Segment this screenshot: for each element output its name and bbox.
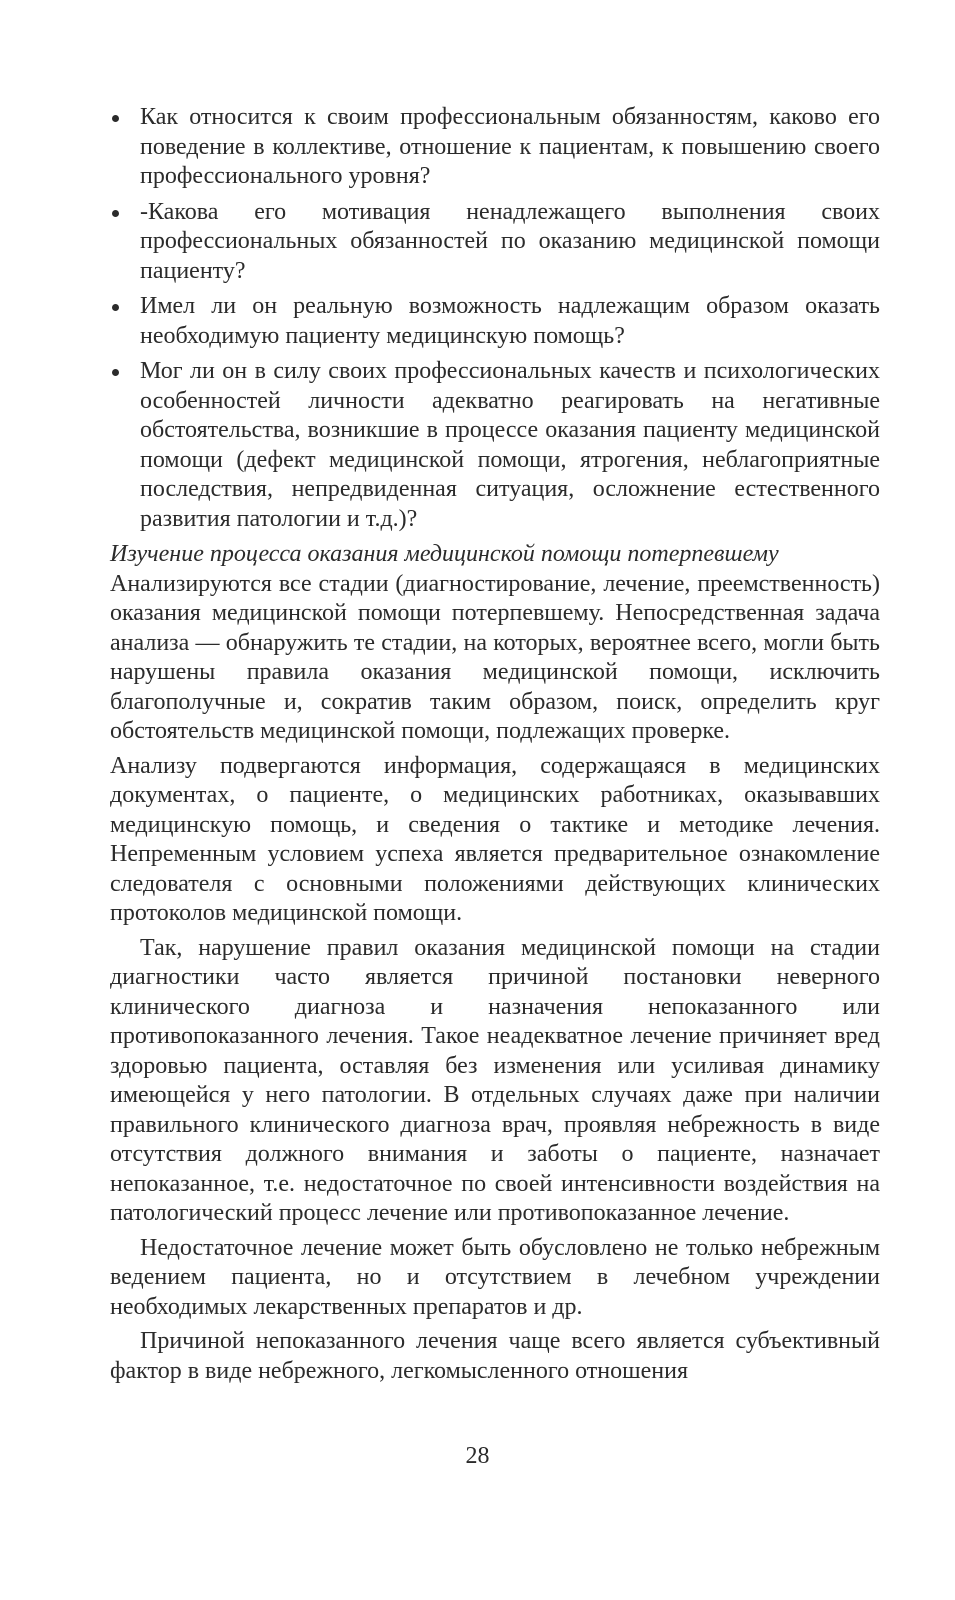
list-item: [110, 103, 880, 192]
list-item: [110, 292, 880, 351]
paragraph: Так, нарушение правил оказания медицинской помощи на стадии диагностики часто является причиной постановки неверного клинического диагноза и назначения непоказанного или противопоказанного лечения. Такое неадекватное лечение причиняет вред здоровью пациента, оставляя без изменения или усиливая динамику имеющейся у него патологии. В отдельных случаях даже при наличии правильного клинического диагноза врач, проявляя небрежность в виде отсутствия должного внимания и заботы о пациенте, назначает непоказанное, т.е. недостаточное по своей интенсивности воздействия на патологический процесс лечение или противопоказанное лечение.: [110, 934, 880, 1226]
list-item-text: -Какова его мотивация ненадлежащего выполнения своих профессиональных обязанностей по оказанию медицинской помощи пациенту?: [140, 198, 880, 284]
list-item: [110, 357, 880, 534]
question-list: [110, 103, 880, 534]
paragraph: Анализу подвергаются информация, содержащаяся в медицинских документах, о пациенте, о медицинских работниках, оказывавших медицинскую помощь, и сведения о тактике и методике лечения. Непременным условием успеха является предварительное ознакомление следователя с основными положениями действующих клинических протоколов медицинской помощи.: [110, 752, 880, 926]
bullet-icon: [112, 210, 119, 217]
list-item-text: Как относится к своим профессиональным обязанностям, каково его поведение в коллективе, отношение к пациентам, к повышению своего профессионального уровня?: [140, 104, 880, 189]
list-item-text: Имел ли он реальную возможность надлежащим образом оказать необходимую пациенту медицинскую помощь?: [140, 293, 880, 349]
paragraph: Анализируются все стадии (диагностирование, лечение, преемственность) оказания медицинской помощи потерпевшему. Непосредственная задача анализа — обнаружить те стадии, на которых, вероятнее всего, могли быть нарушены правила оказания медицинской помощи, исключить благополучные и, сократив таким образом, поиск, определить круг обстоятельств медицинской помощи, подлежащих проверке.: [110, 570, 880, 744]
bullet-icon: [112, 115, 119, 122]
list-item: [110, 198, 880, 287]
paragraph: Недостаточное лечение может быть обусловлено не только небрежным ведением пациента, но и отсутствием в лечебном учреждении необходимых лекарственных препаратов и др.: [110, 1234, 880, 1320]
bullet-icon: [112, 369, 119, 376]
page-number: 28: [465, 1443, 490, 1469]
list-item-text: Мог ли он в силу своих профессиональных качеств и психологических особенностей личности адекватно реагировать на негативные обстоятельства, возникшие в процессе оказания пациенту медицинской помощи (дефект медицинской помощи, ятрогения, неблагоприятные последствия, непредвиденная ситуация, осложнение естественного развития патологии и т.д.)?: [140, 358, 880, 532]
section-heading: Изучение процесса оказания медицинской помощи потерпевшему: [110, 541, 779, 567]
page-body: [110, 103, 880, 1391]
paragraph: Причиной непоказанного лечения чаще всего является субъективный фактор в виде небрежного, легкомысленного отношения: [110, 1328, 880, 1384]
bullet-icon: [112, 304, 119, 311]
